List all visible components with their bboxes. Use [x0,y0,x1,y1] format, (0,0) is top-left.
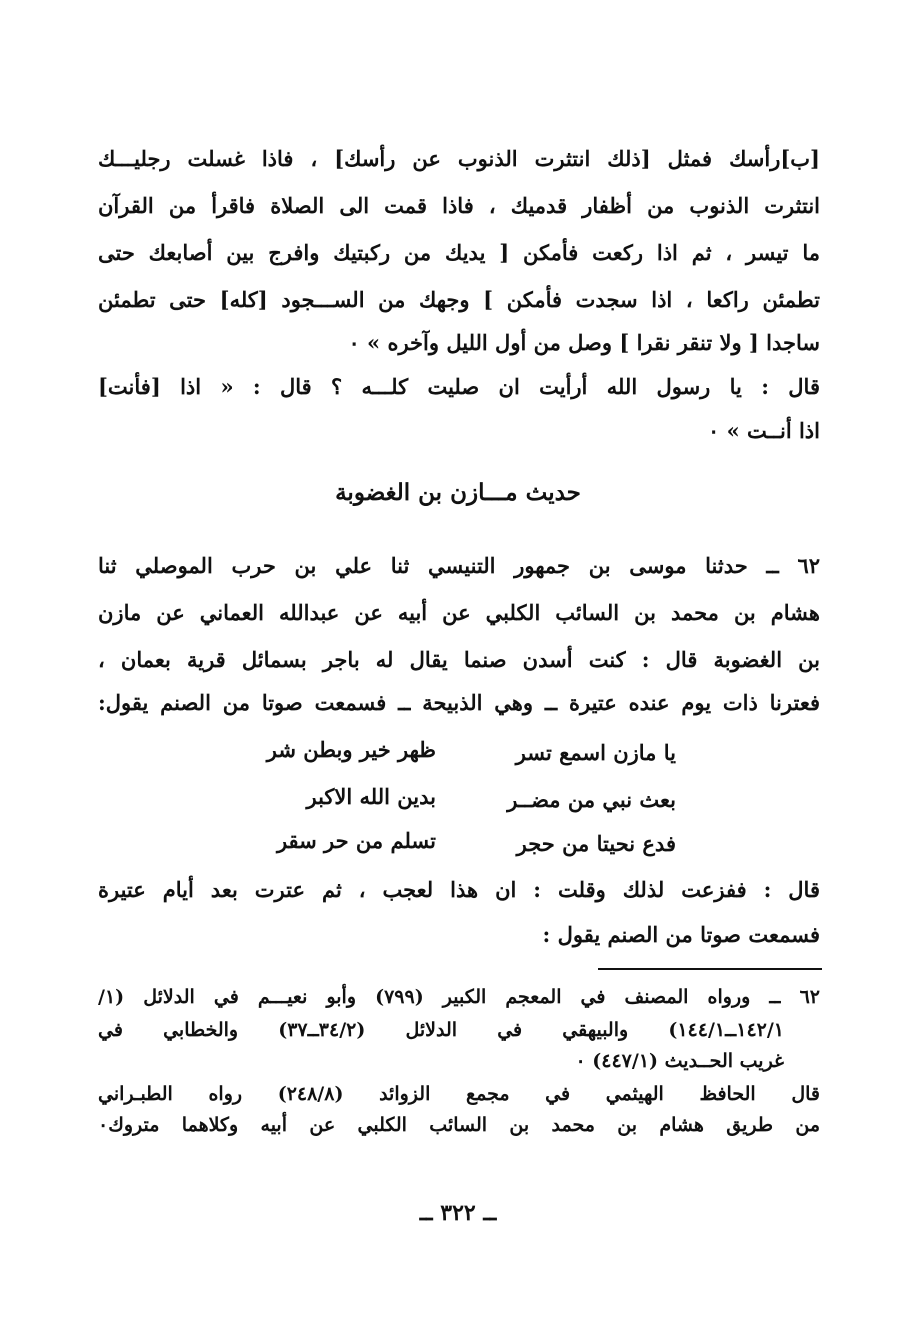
footnote-separator [598,968,822,970]
body-line: قال : يا رسول الله أرأيت ان صليت كلـــه ؟ قال : « اذا [فأنت] [98,374,820,399]
hadith-line: ٦٢ ــ حدثنا موسى بن جمهور التنيسي ثنا علي بن حرب الموصلي ثنا [98,553,820,578]
verse-second-hemistich: ظهر خير وبطن شر [266,737,436,762]
hadith-line: بن الغضوبة قال : كنت أسدن صنما يقال له باجر بسمائل قرية بعمان ، [98,647,820,672]
page-number: ــ ٣٢٢ ــ [419,1200,497,1226]
body-line: ما تيسر ، ثم اذا ركعت فأمكن [ يديك من ركبتيك وافرج بين أصابعك حتى [98,240,820,265]
body-line: قال : ففزعت لذلك وقلت : ان هذا لعجب ، ثم عترت بعد أيام عتيرة [98,877,820,902]
footnote-line: من طريق هشام بن محمد بن السائب الكلبي عن أبيه وكلاهما متروك٠ [98,1114,820,1136]
body-line: انتثرت الذنوب من أظفار قدميك ، فاذا قمت الى الصلاة فاقرأ من القرآن [98,193,820,218]
footnote-line: ١٤٢/١ــ١٤٤/١) والبيهقي في الدلائل (٣٤/٢ــ٣٧) والخطابي في [98,1019,784,1041]
footnote-line: غريب الحــديث (٤٤٧/١) ٠ [575,1050,784,1072]
body-line: [ب]رأسك فمثل [ذلك انتثرت الذنوب عن رأسك] ، فاذا غسلت رجليـــك [98,146,820,171]
section-heading: حديث مـــازن بن الغضوبة [335,479,581,506]
footnote-line: قال الحافظ الهيثمي في مجمع الزوائد (٢٤٨/٨) رواه الطبـراني [98,1083,820,1105]
body-line: تطمئن راكعا ، اذا سجدت فأمكن ] وجهك من الســـجود [كله] حتى تطمئن [98,287,820,312]
body-line: ساجدا [ ولا تنقر نقرا ] وصل من أول الليل وآخره » ٠ [348,330,820,355]
body-line: فسمعت صوتا من الصنم يقول : [542,922,820,947]
hadith-line: فعترنا ذات يوم عنده عتيرة ــ وهي الذبيحة ــ فسمعت صوتا من الصنم يقول: [98,690,820,715]
verse-first-hemistich: يا مازن اسمع تسر [515,740,676,765]
verse-first-hemistich: بعث نبي من مضــر [507,787,676,812]
verse-first-hemistich: فدع نحيتا من حجر [516,831,676,856]
verse-second-hemistich: تسلم من حر سقر [276,828,436,853]
verse-second-hemistich: بدين الله الاكبر [306,784,436,809]
body-line: اذا أنــت » ٠ [708,418,820,443]
hadith-line: هشام بن محمد بن السائب الكلبي عن أبيه عن عبدالله العماني عن مازن [98,600,820,625]
footnote-line: ٦٢ ــ ورواه المصنف في المعجم الكبير (٧٩٩) وأبو نعيـــم في الدلائل (١/ [98,986,820,1008]
